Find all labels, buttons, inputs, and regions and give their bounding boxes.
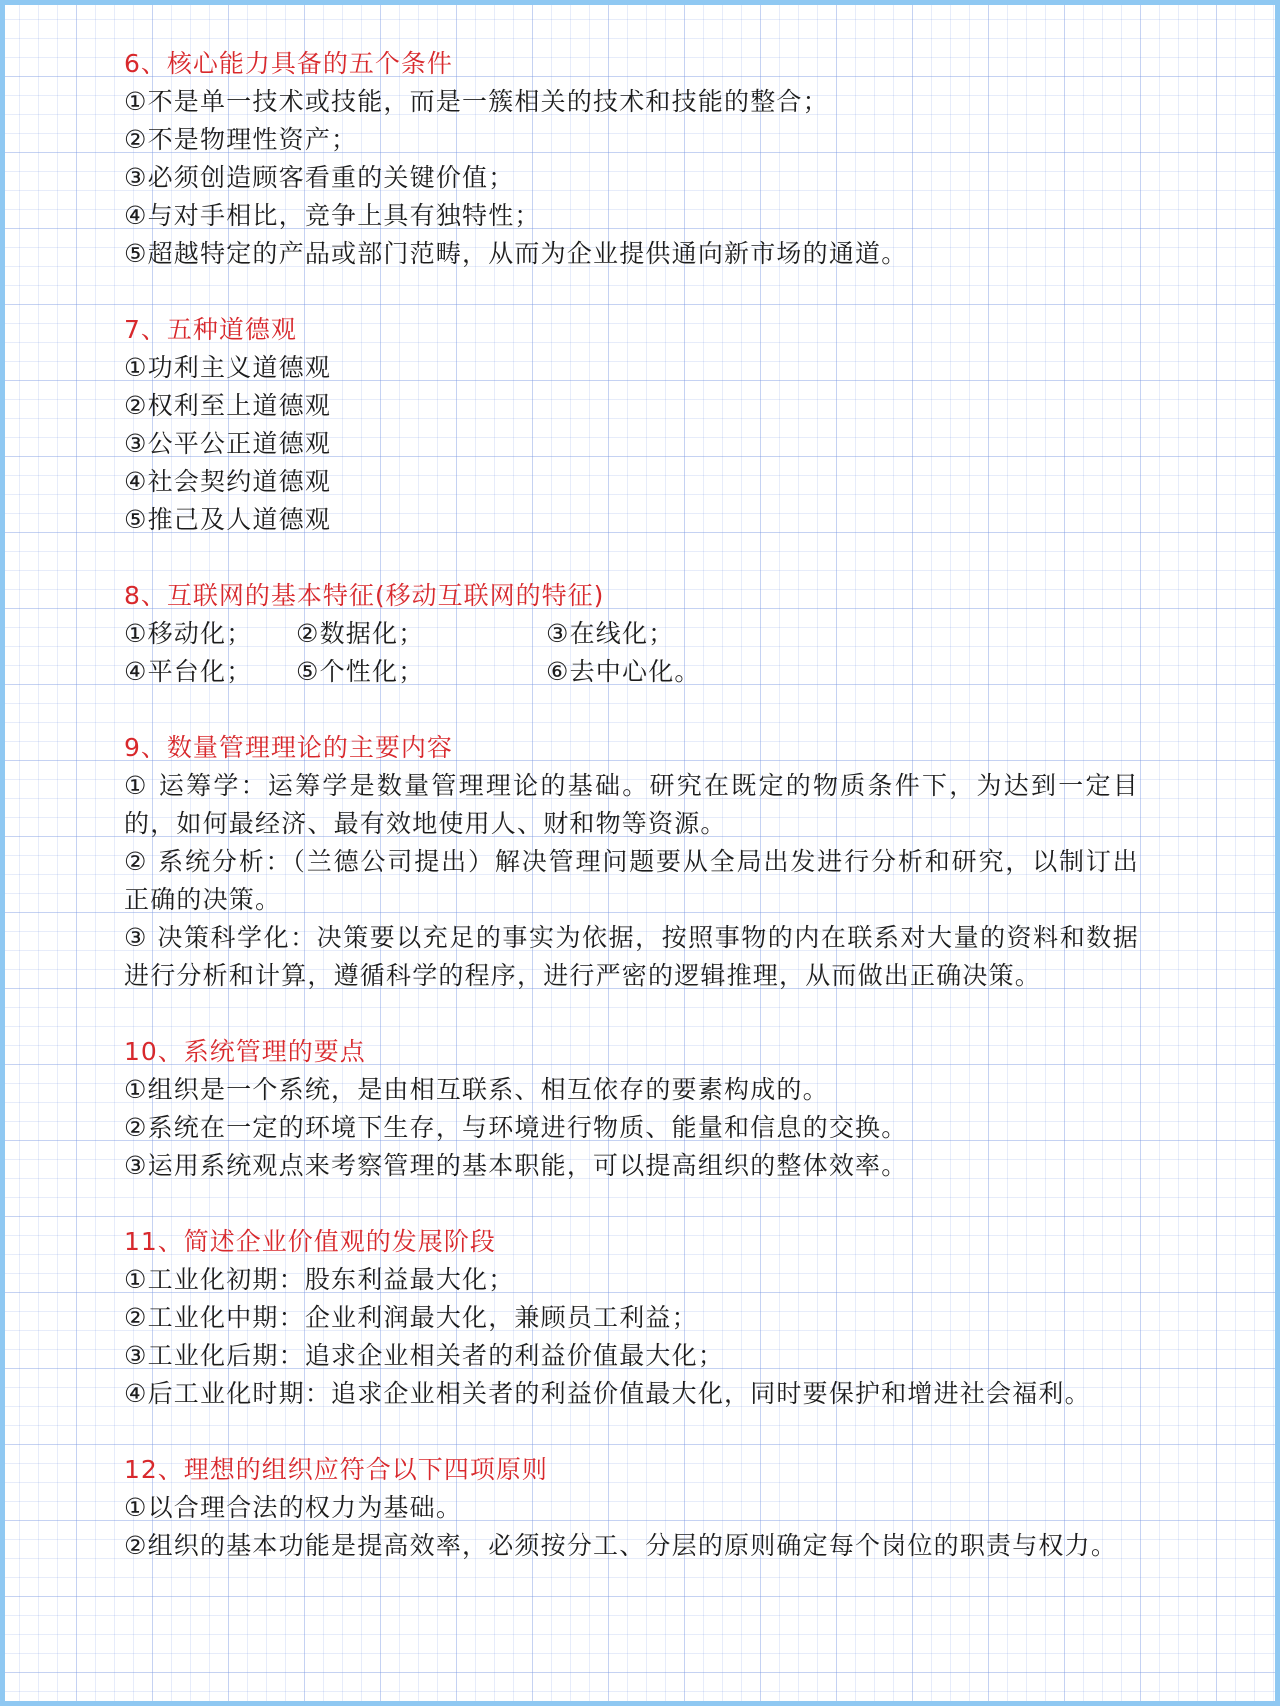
list-item: ①不是单一技术或技能，而是一簇相关的技术和技能的整合； — [124, 87, 829, 116]
section-ethics-views — [124, 311, 1139, 539]
notes-content — [124, 45, 1139, 1603]
paragraph: ② 系统分析：（兰德公司提出）解决管理问题要从全局出发进行分析和研究，以制订出正确的决策。 — [124, 847, 1139, 914]
list-item: ③工业化后期：追求企业相关者的利益价值最大化； — [124, 1341, 725, 1370]
section-heading: 12、理想的组织应符合以下四项原则 — [124, 1455, 548, 1484]
list-item: ②不是物理性资产； — [124, 125, 358, 154]
grid-cell: ⑤个性化； — [296, 657, 425, 686]
section-internet-features — [124, 577, 1139, 691]
section-heading: 7、五种道德观 — [124, 315, 297, 344]
paragraph: ① 运筹学：运筹学是数量管理理论的基础。研究在既定的物质条件下，为达到一定目的，如何最经济、最有效地使用人、财和物等资源。 — [124, 771, 1139, 838]
grid-cell: ④平台化； — [124, 657, 253, 686]
list-item: ②权利至上道德观 — [124, 391, 332, 420]
list-item: ④后工业化时期：追求企业相关者的利益价值最大化，同时要保护和增进社会福利。 — [124, 1379, 1091, 1408]
list-item: ⑤推己及人道德观 — [124, 505, 332, 534]
list-item: ③公平公正道德观 — [124, 429, 332, 458]
list-item: ①功利主义道德观 — [124, 353, 332, 382]
section-corporate-values — [124, 1223, 1139, 1413]
list-item: ①工业化初期：股东利益最大化； — [124, 1265, 515, 1294]
section-heading: 6、核心能力具备的五个条件 — [124, 49, 453, 78]
list-item: ①以合理合法的权力为基础。 — [124, 1493, 463, 1522]
list-item: ②系统在一定的环境下生存，与环境进行物质、能量和信息的交换。 — [124, 1113, 908, 1142]
list-item: ②组织的基本功能是提高效率，必须按分工、分层的原则确定每个岗位的职责与权力。 — [124, 1531, 1118, 1560]
list-item: ③必须创造顾客看重的关键价值； — [124, 163, 515, 192]
section-quantitative-management — [124, 729, 1139, 995]
list-item: ①组织是一个系统，是由相互联系、相互依存的要素构成的。 — [124, 1075, 829, 1104]
section-system-management — [124, 1033, 1139, 1185]
grid-cell: ⑥去中心化。 — [546, 657, 701, 686]
section-heading: 9、数量管理理论的主要内容 — [124, 733, 453, 762]
section-heading: 8、互联网的基本特征(移动互联网的特征) — [124, 581, 605, 610]
paragraph: ③ 决策科学化：决策要以充足的事实为依据，按照事物的内在联系对大量的资料和数据进行分析和计算，遵循科学的程序，进行严密的逻辑推理，从而做出正确决策。 — [124, 923, 1139, 990]
feature-grid — [124, 615, 1139, 691]
list-item: ②工业化中期：企业利润最大化，兼顾员工利益； — [124, 1303, 698, 1332]
section-heading: 11、简述企业价值观的发展阶段 — [124, 1227, 496, 1256]
grid-cell: ②数据化； — [296, 619, 425, 648]
list-item: ④社会契约道德观 — [124, 467, 332, 496]
section-heading: 10、系统管理的要点 — [124, 1037, 366, 1066]
list-item: ⑤超越特定的产品或部门范畴，从而为企业提供通向新市场的通道。 — [124, 239, 908, 268]
list-item: ③运用系统观点来考察管理的基本职能，可以提高组织的整体效率。 — [124, 1151, 908, 1180]
list-item: ④与对手相比，竞争上具有独特性； — [124, 201, 541, 230]
section-ideal-organization — [124, 1451, 1139, 1565]
grid-cell: ①移动化； — [124, 619, 253, 648]
grid-cell: ③在线化； — [546, 619, 675, 648]
section-core-competence — [124, 45, 1139, 273]
